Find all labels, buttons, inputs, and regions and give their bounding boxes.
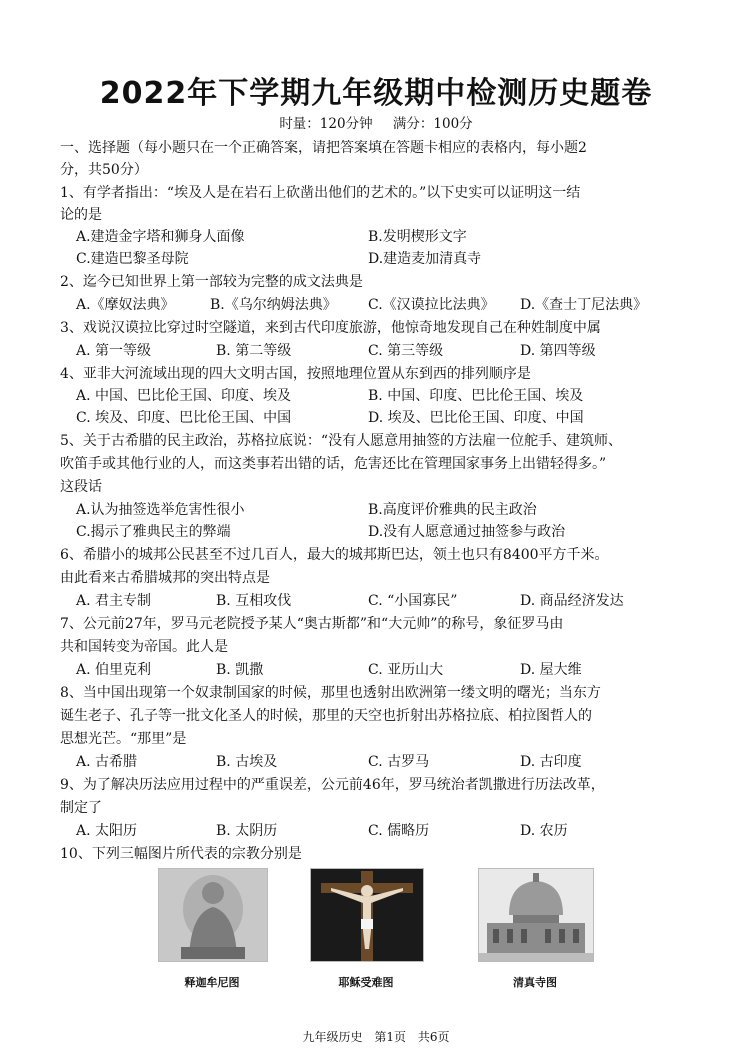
caption-buddha: 释迦牟尼图 [184,976,240,989]
q10-stem: 10、下列三幅图片所代表的宗教分别是 [60,846,302,862]
q3-stem: 3、戏说汉谟拉比穿过时空隧道，来到古代印度旅游，他惊奇地发现自己在种姓制度中属 [60,320,601,336]
q2-stem: 2、迄今已知世界上第一部较为完整的成文法典是 [60,274,363,290]
q4-stem: 4、亚非大河流域出现的四大文明古国，按照地理位置从东到西的排列顺序是 [60,366,531,382]
caption-mosque: 清真寺图 [513,976,557,989]
cross-icon [311,869,423,961]
q7-option-d: D. 屋大维 [520,662,582,678]
section-heading-cont: 分，共50分） [60,162,148,178]
q1-option-d: D.建造麦加清真寺 [368,251,482,267]
q9-option-a: A. 太阳历 [76,823,138,839]
q1-stem-cont: 论的是 [60,207,102,223]
q8-stem: 8、当中国出现第一个奴隶制国家的时候，那里也透射出欧洲第一缕文明的曙光；当东方 [60,685,601,701]
q7-option-c: C. 亚历山大 [368,662,444,678]
q6-option-a: A. 君主专制 [76,593,152,609]
q2-option-a: A.《摩奴法典》 [76,297,175,313]
q4-option-c: C. 埃及、印度、巴比伦王国、中国 [76,410,292,426]
q3-option-c: C. 第三等级 [368,343,444,359]
buddha-icon [159,869,267,961]
q8-stem-cont: 诞生老子、孔子等一批文化圣人的时候，那里的天空也折射出苏格拉底、柏拉图哲人的 [60,708,592,724]
q7-option-b: B. 凯撒 [216,662,264,678]
q7-stem: 7、公元前27年，罗马元老院授予某人“奥古斯都”和“大元帅”的称号，象征罗马由 [60,616,564,632]
q8-option-d: D. 古印度 [520,754,582,770]
q6-option-c: C. “小国寡民” [368,593,458,609]
q9-option-c: C. 儒略历 [368,823,430,839]
mosque-image [478,868,594,962]
q9-stem-cont: 制定了 [60,800,102,816]
q8-option-c: C. 古罗马 [368,754,430,770]
q7-stem-cont: 共和国转变为帝国。此人是 [60,639,228,655]
q6-stem-cont: 由此看来古希腊城邦的突出特点是 [60,570,270,586]
page-footer [0,1028,752,1045]
q8-option-b: B. 古埃及 [216,754,278,770]
q4-option-b: B. 中国、印度、巴比伦王国、埃及 [368,388,584,404]
q6-stem: 6、希腊小的城邦公民甚至不过几百人，最大的城邦斯巴达，领土也只有8400平方千米。 [60,547,609,563]
q7-option-a: A. 伯里克利 [76,662,152,678]
buddha-image [158,868,268,962]
section-heading: 一、选择题（每小题只在一个正确答案，请把答案填在答题卡相应的表格内，每小题2 [60,140,587,156]
q6-option-b: B. 互相攻伐 [216,593,292,609]
q5-option-b: B.高度评价雅典的民主政治 [368,502,537,518]
q5-stem-cont2: 这段话 [60,479,102,495]
q1-option-b: B.发明楔形文字 [368,229,467,245]
caption-crucifixion: 耶稣受难图 [338,976,394,989]
crucifixion-image [310,868,424,962]
q1-option-c: C.建造巴黎圣母院 [76,251,189,267]
q4-option-d: D. 埃及、巴比伦王国、印度、中国 [368,410,584,426]
q1-stem: 1、有学者指出：“埃及人是在岩石上砍凿出他们的艺术的。”以下史实可以证明这一结 [60,185,581,201]
q5-option-d: D.没有人愿意通过抽签参与政治 [368,524,566,540]
footer-subject: 九年级历史 [302,1030,363,1044]
q3-option-b: B. 第二等级 [216,343,292,359]
time-limit: 时量：120分钟 [279,116,373,132]
footer-page: 第1页 [374,1030,406,1044]
q8-option-a: A. 古希腊 [76,754,138,770]
mosque-icon [479,869,593,961]
q2-option-c: C.《汉谟拉比法典》 [368,297,495,313]
q8-stem-cont2: 思想光芒。“那里”是 [60,731,187,747]
full-score: 满分：100分 [392,116,473,132]
q9-stem: 9、为了解决历法应用过程中的严重误差，公元前46年，罗马统治者凯撒进行历法改革， [60,777,605,793]
q5-option-a: A.认为抽签选举危害性很小 [76,502,245,518]
q9-option-d: D. 农历 [520,823,568,839]
q4-option-a: A. 中国、巴比伦王国、印度、埃及 [76,388,292,404]
q5-stem: 5、关于古希腊的民主政治，苏格拉底说：“没有人愿意用抽签的方法雇一位舵手、建筑师、 [60,433,623,449]
q2-option-d: D.《查士丁尼法典》 [520,297,648,313]
q5-stem-cont: 吹笛手或其他行业的人，而这类事若出错的话，危害还比在管理国家事务上出错轻得多。” [60,456,607,472]
q1-option-a: A.建造金字塔和狮身人面像 [76,229,245,245]
q6-option-d: D. 商品经济发达 [520,593,624,609]
footer-total: 共6页 [417,1030,450,1044]
q3-option-d: D. 第四等级 [520,343,596,359]
exam-meta [0,112,752,132]
q5-option-c: C.揭示了雅典民主的弊端 [76,524,231,540]
q2-option-b: B.《乌尔纳姆法典》 [210,297,337,313]
q9-option-b: B. 太阴历 [216,823,278,839]
q3-option-a: A. 第一等级 [76,343,152,359]
page-title: 2022年下学期九年级期中检测历史题卷 [99,76,653,111]
